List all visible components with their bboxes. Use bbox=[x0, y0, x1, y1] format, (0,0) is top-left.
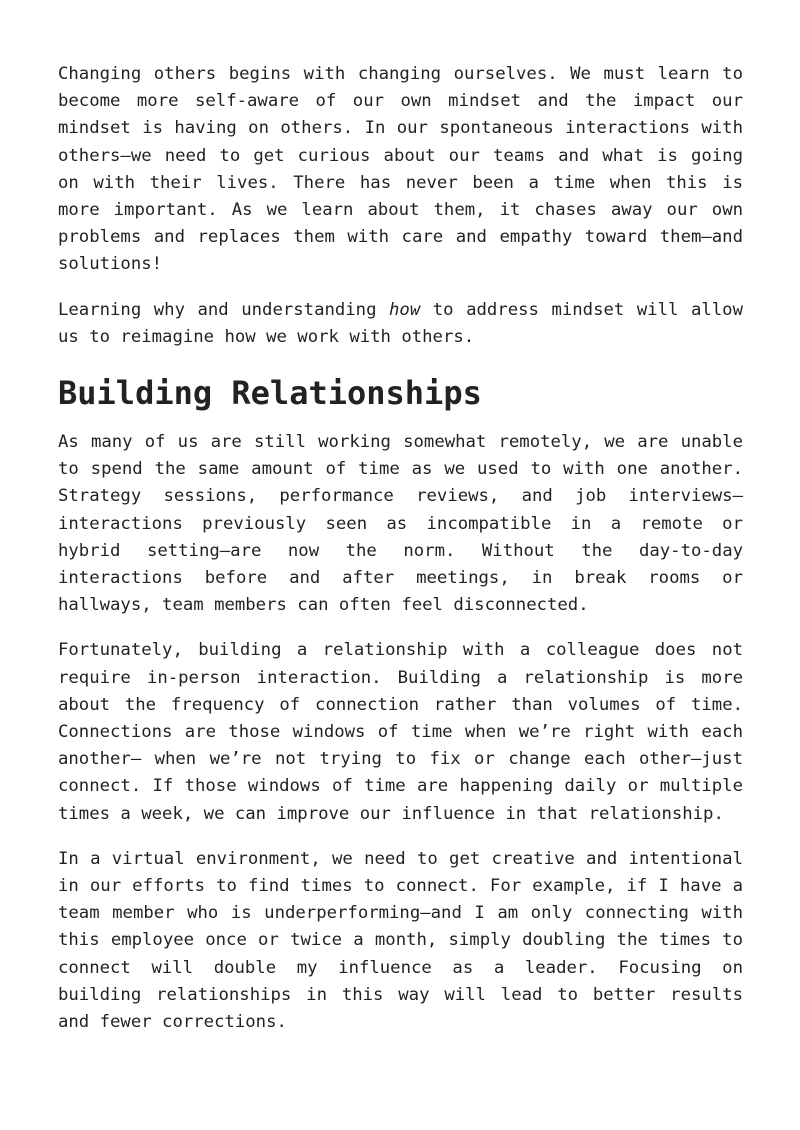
paragraph-text: Learning why and understanding bbox=[58, 299, 390, 320]
section-heading: Building Relationships bbox=[58, 374, 482, 413]
paragraph-remote: As many of us are still working somewhat remotely, we are unable to spend the same amount of time as we used to with one another. Strategy sessions, performance reviews, and job interviews—interactions previously seen as incompatible in a remote or hybrid setting—are now the norm. Without the day-to-day interactions before and after meetings, in break rooms or hallways, team members can often feel disconnected. bbox=[58, 432, 743, 616]
paragraph-mindset bbox=[58, 297, 743, 351]
emphasis-how: how bbox=[389, 299, 421, 320]
paragraph-intro: Changing others begins with changing ourselves. We must learn to become more self-aware of our own mindset and the impact our mindset is having on others. In our spontaneous interactions with others—we need to get curious about our teams and what is going on with their lives. There has never been a time when this is more important. As we learn about them, it chases away our own problems and replaces them with care and empathy toward them—and solutions! bbox=[58, 64, 743, 275]
article-body bbox=[58, 61, 743, 1054]
paragraph-virtual: In a virtual environment, we need to get creative and intentional in our efforts to find times to connect. For example, if I have a team member who is underperforming—and I am only connecting with this employee once or twice a month, simply doubling the times to connect will double my influence as a leader. Focusing on building relationships in this way will lead to better results and fewer corrections. bbox=[58, 848, 743, 1033]
paragraph-frequency: Fortunately, building a relationship with a colleague does not require in-person interaction. Building a relationship is more about the frequency of connection rather than volumes of time. Connections are those windows of time when we’re right with each another— when we’re not trying to fix or change each other—just connect. If those windows of time are happening daily or multiple times a week, we can improve our influence in that relationship. bbox=[58, 640, 743, 824]
paragraph-text: to address mindset will allow us to reimagine how we work with others. bbox=[58, 299, 743, 347]
